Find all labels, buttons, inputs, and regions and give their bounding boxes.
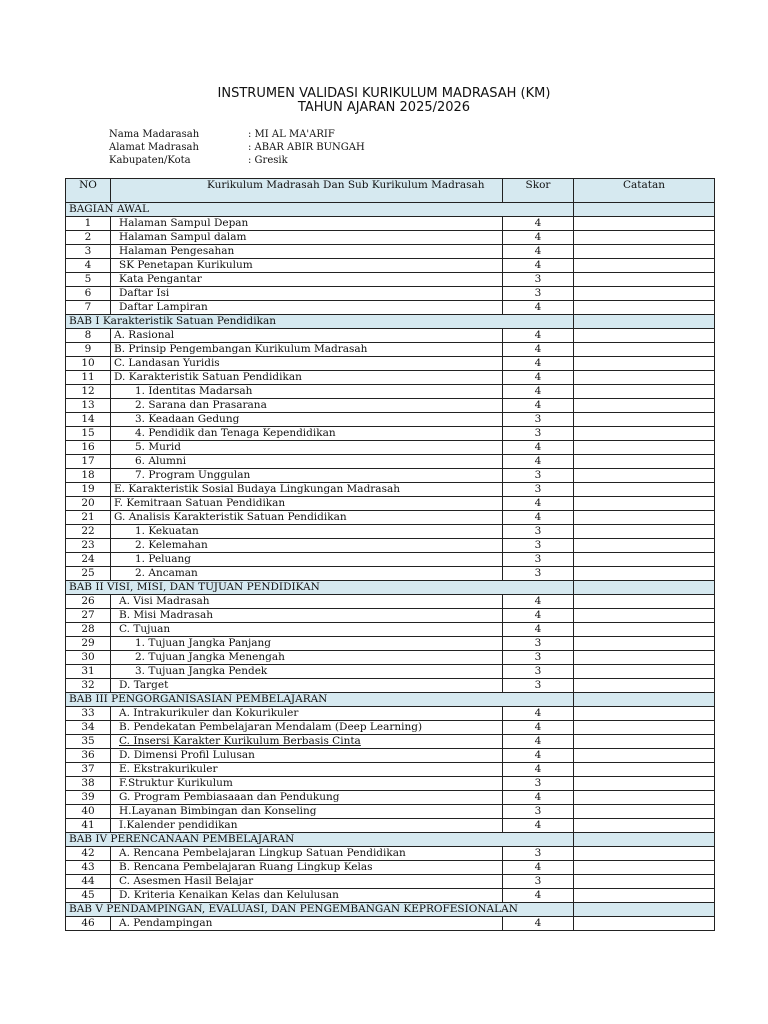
table-row bbox=[66, 455, 715, 469]
table-row bbox=[66, 371, 715, 385]
row-skor: 3 bbox=[503, 413, 574, 427]
table-row bbox=[66, 427, 715, 441]
row-skor: 3 bbox=[503, 805, 574, 819]
row-item: C. Landasan Yuridis bbox=[111, 357, 503, 371]
row-number: 2 bbox=[66, 231, 111, 245]
row-skor: 4 bbox=[503, 231, 574, 245]
table-row bbox=[66, 609, 715, 623]
row-catatan bbox=[574, 231, 715, 245]
row-catatan bbox=[574, 455, 715, 469]
table-row bbox=[66, 889, 715, 903]
row-item: A. Rasional bbox=[111, 329, 503, 343]
row-catatan bbox=[574, 707, 715, 721]
info-value: : MI AL MA'ARIF bbox=[248, 129, 335, 140]
row-number: 15 bbox=[66, 427, 111, 441]
row-catatan bbox=[574, 343, 715, 357]
info-value: : Gresik bbox=[248, 155, 288, 166]
row-item: D. Kriteria Kenaikan Kelas dan Kelulusan bbox=[111, 889, 503, 903]
row-item: 5. Murid bbox=[111, 441, 503, 455]
row-catatan bbox=[574, 427, 715, 441]
row-number: 33 bbox=[66, 707, 111, 721]
row-item: F. Kemitraan Satuan Pendidikan bbox=[111, 497, 503, 511]
row-skor: 3 bbox=[503, 539, 574, 553]
row-skor: 3 bbox=[503, 847, 574, 861]
section-catatan-cell bbox=[574, 203, 715, 217]
row-item: C. Insersi Karakter Kurikulum Berbasis Cinta bbox=[111, 735, 503, 749]
row-skor: 4 bbox=[503, 595, 574, 609]
row-skor: 3 bbox=[503, 567, 574, 581]
row-item: 2. Sarana dan Prasarana bbox=[111, 399, 503, 413]
row-item: 3. Tujuan Jangka Pendek bbox=[111, 665, 503, 679]
row-item: Daftar Isi bbox=[111, 287, 503, 301]
row-skor: 4 bbox=[503, 707, 574, 721]
row-skor: 4 bbox=[503, 455, 574, 469]
row-item: D. Target bbox=[111, 679, 503, 693]
row-number: 35 bbox=[66, 735, 111, 749]
table-row bbox=[66, 861, 715, 875]
row-number: 19 bbox=[66, 483, 111, 497]
row-number: 43 bbox=[66, 861, 111, 875]
table-row bbox=[66, 553, 715, 567]
table-row bbox=[66, 287, 715, 301]
row-item: 3. Keadaan Gedung bbox=[111, 413, 503, 427]
section-row bbox=[66, 693, 715, 707]
row-item: 1. Kekuatan bbox=[111, 525, 503, 539]
table-row bbox=[66, 567, 715, 581]
row-skor: 3 bbox=[503, 287, 574, 301]
row-catatan bbox=[574, 665, 715, 679]
row-skor: 4 bbox=[503, 511, 574, 525]
section-label: BAB V PENDAMPINGAN, EVALUASI, DAN PENGEMBANGAN KEPROFESIONALAN bbox=[66, 903, 574, 917]
row-item: C. Tujuan bbox=[111, 623, 503, 637]
row-skor: 3 bbox=[503, 273, 574, 287]
row-catatan bbox=[574, 483, 715, 497]
row-catatan bbox=[574, 245, 715, 259]
row-item: G. Analisis Karakteristik Satuan Pendidikan bbox=[111, 511, 503, 525]
row-item: F.Struktur Kurikulum bbox=[111, 777, 503, 791]
row-skor: 4 bbox=[503, 819, 574, 833]
row-catatan bbox=[574, 749, 715, 763]
table-row bbox=[66, 245, 715, 259]
row-number: 29 bbox=[66, 637, 111, 651]
row-item: B. Misi Madrasah bbox=[111, 609, 503, 623]
row-number: 37 bbox=[66, 763, 111, 777]
row-item: SK Penetapan Kurikulum bbox=[111, 259, 503, 273]
section-label: BAB III PENGORGANISASIAN PEMBELAJARAN bbox=[66, 693, 574, 707]
row-item: D. Dimensi Profil Lulusan bbox=[111, 749, 503, 763]
table-row bbox=[66, 735, 715, 749]
row-number: 8 bbox=[66, 329, 111, 343]
row-skor: 4 bbox=[503, 623, 574, 637]
row-catatan bbox=[574, 497, 715, 511]
row-number: 32 bbox=[66, 679, 111, 693]
row-skor: 4 bbox=[503, 735, 574, 749]
row-skor: 3 bbox=[503, 553, 574, 567]
table-body bbox=[66, 203, 715, 931]
row-number: 27 bbox=[66, 609, 111, 623]
row-number: 28 bbox=[66, 623, 111, 637]
row-item: 4. Pendidik dan Tenaga Kependidikan bbox=[111, 427, 503, 441]
row-item: 7. Program Unggulan bbox=[111, 469, 503, 483]
row-number: 23 bbox=[66, 539, 111, 553]
row-catatan bbox=[574, 917, 715, 931]
row-item: A. Visi Madrasah bbox=[111, 595, 503, 609]
row-number: 3 bbox=[66, 245, 111, 259]
document-title: INSTRUMEN VALIDASI KURIKULUM MADRASAH (KM) bbox=[217, 86, 551, 101]
table-row bbox=[66, 777, 715, 791]
table-row bbox=[66, 875, 715, 889]
row-number: 38 bbox=[66, 777, 111, 791]
row-catatan bbox=[574, 329, 715, 343]
table-row bbox=[66, 665, 715, 679]
row-skor: 4 bbox=[503, 441, 574, 455]
row-item: A. Rencana Pembelajaran Lingkup Satuan Pendidikan bbox=[111, 847, 503, 861]
table-row bbox=[66, 707, 715, 721]
row-skor: 4 bbox=[503, 217, 574, 231]
table-row bbox=[66, 469, 715, 483]
row-catatan bbox=[574, 399, 715, 413]
section-row bbox=[66, 903, 715, 917]
row-item: 1. Identitas Madarsah bbox=[111, 385, 503, 399]
document-subtitle: TAHUN AJARAN 2025/2026 bbox=[297, 100, 471, 115]
row-number: 26 bbox=[66, 595, 111, 609]
table-row bbox=[66, 357, 715, 371]
row-number: 41 bbox=[66, 819, 111, 833]
table-row bbox=[66, 637, 715, 651]
table-row bbox=[66, 301, 715, 315]
row-skor: 3 bbox=[503, 777, 574, 791]
row-skor: 4 bbox=[503, 301, 574, 315]
table-row bbox=[66, 595, 715, 609]
row-item: 1. Tujuan Jangka Panjang bbox=[111, 637, 503, 651]
row-number: 46 bbox=[66, 917, 111, 931]
row-catatan bbox=[574, 637, 715, 651]
section-row bbox=[66, 315, 715, 329]
table-row bbox=[66, 539, 715, 553]
row-skor: 4 bbox=[503, 791, 574, 805]
row-catatan bbox=[574, 805, 715, 819]
row-skor: 4 bbox=[503, 385, 574, 399]
table-row bbox=[66, 721, 715, 735]
row-number: 4 bbox=[66, 259, 111, 273]
row-number: 18 bbox=[66, 469, 111, 483]
section-row bbox=[66, 203, 715, 217]
section-label: BAGIAN AWAL bbox=[66, 203, 574, 217]
table-row bbox=[66, 749, 715, 763]
table-row bbox=[66, 343, 715, 357]
row-item: Halaman Sampul dalam bbox=[111, 231, 503, 245]
row-item: 2. Ancaman bbox=[111, 567, 503, 581]
row-number: 1 bbox=[66, 217, 111, 231]
table-row bbox=[66, 511, 715, 525]
table-row bbox=[66, 917, 715, 931]
row-number: 30 bbox=[66, 651, 111, 665]
row-item: B. Rencana Pembelajaran Ruang Lingkup Kelas bbox=[111, 861, 503, 875]
row-item: A. Pendampingan bbox=[111, 917, 503, 931]
table-row bbox=[66, 231, 715, 245]
row-item: 6. Alumni bbox=[111, 455, 503, 469]
header-skor: Skor bbox=[503, 179, 574, 203]
row-skor: 4 bbox=[503, 245, 574, 259]
row-skor: 4 bbox=[503, 259, 574, 273]
row-skor: 3 bbox=[503, 483, 574, 497]
row-item: E. Karakteristik Sosial Budaya Lingkungan Madrasah bbox=[111, 483, 503, 497]
table-row bbox=[66, 847, 715, 861]
row-item: 2. Kelemahan bbox=[111, 539, 503, 553]
row-item: B. Pendekatan Pembelajaran Mendalam (Deep Learning) bbox=[111, 721, 503, 735]
row-number: 10 bbox=[66, 357, 111, 371]
row-skor: 4 bbox=[503, 609, 574, 623]
row-number: 16 bbox=[66, 441, 111, 455]
row-catatan bbox=[574, 441, 715, 455]
row-number: 6 bbox=[66, 287, 111, 301]
row-catatan bbox=[574, 511, 715, 525]
info-row-alamat bbox=[109, 142, 509, 155]
row-number: 21 bbox=[66, 511, 111, 525]
row-item: C. Asesmen Hasil Belajar bbox=[111, 875, 503, 889]
row-item: H.Layanan Bimbingan dan Konseling bbox=[111, 805, 503, 819]
row-skor: 3 bbox=[503, 525, 574, 539]
row-catatan bbox=[574, 525, 715, 539]
row-skor: 3 bbox=[503, 875, 574, 889]
row-catatan bbox=[574, 273, 715, 287]
row-catatan bbox=[574, 553, 715, 567]
info-label: Nama Madarasah bbox=[109, 129, 200, 140]
row-catatan bbox=[574, 357, 715, 371]
row-catatan bbox=[574, 875, 715, 889]
row-item: Daftar Lampiran bbox=[111, 301, 503, 315]
row-number: 7 bbox=[66, 301, 111, 315]
row-catatan bbox=[574, 623, 715, 637]
row-catatan bbox=[574, 735, 715, 749]
row-item: G. Program Pembiasaaan dan Pendukung bbox=[111, 791, 503, 805]
row-skor: 4 bbox=[503, 721, 574, 735]
header-catatan: Catatan bbox=[574, 179, 715, 203]
section-row bbox=[66, 581, 715, 595]
row-skor: 4 bbox=[503, 399, 574, 413]
table-row bbox=[66, 763, 715, 777]
info-row-kabupaten bbox=[109, 155, 509, 168]
table-row bbox=[66, 385, 715, 399]
header-no: NO bbox=[66, 179, 111, 203]
table-row bbox=[66, 679, 715, 693]
row-number: 5 bbox=[66, 273, 111, 287]
row-item: Kata Pengantar bbox=[111, 273, 503, 287]
section-catatan-cell bbox=[574, 693, 715, 707]
section-row bbox=[66, 833, 715, 847]
row-item: Halaman Pengesahan bbox=[111, 245, 503, 259]
table-row bbox=[66, 399, 715, 413]
row-catatan bbox=[574, 791, 715, 805]
table-row bbox=[66, 413, 715, 427]
row-number: 13 bbox=[66, 399, 111, 413]
row-skor: 4 bbox=[503, 357, 574, 371]
row-catatan bbox=[574, 259, 715, 273]
table-row bbox=[66, 259, 715, 273]
info-row-nama bbox=[109, 129, 509, 142]
row-catatan bbox=[574, 763, 715, 777]
table-row bbox=[66, 329, 715, 343]
section-catatan-cell bbox=[574, 833, 715, 847]
row-catatan bbox=[574, 819, 715, 833]
row-catatan bbox=[574, 651, 715, 665]
row-item: B. Prinsip Pengembangan Kurikulum Madrasah bbox=[111, 343, 503, 357]
row-number: 14 bbox=[66, 413, 111, 427]
row-skor: 4 bbox=[503, 763, 574, 777]
validation-table bbox=[65, 178, 715, 931]
info-label: Kabupaten/Kota bbox=[109, 155, 191, 166]
row-skor: 3 bbox=[503, 679, 574, 693]
row-catatan bbox=[574, 847, 715, 861]
row-number: 12 bbox=[66, 385, 111, 399]
row-skor: 3 bbox=[503, 651, 574, 665]
table-row bbox=[66, 525, 715, 539]
table-row bbox=[66, 651, 715, 665]
row-catatan bbox=[574, 539, 715, 553]
row-skor: 4 bbox=[503, 917, 574, 931]
section-catatan-cell bbox=[574, 581, 715, 595]
section-label: BAB IV PERENCANAAN PEMBELAJARAN bbox=[66, 833, 574, 847]
row-number: 20 bbox=[66, 497, 111, 511]
table-row bbox=[66, 819, 715, 833]
row-number: 11 bbox=[66, 371, 111, 385]
row-skor: 4 bbox=[503, 861, 574, 875]
row-catatan bbox=[574, 679, 715, 693]
row-skor: 3 bbox=[503, 469, 574, 483]
row-skor: 3 bbox=[503, 427, 574, 441]
row-catatan bbox=[574, 889, 715, 903]
row-number: 31 bbox=[66, 665, 111, 679]
row-number: 9 bbox=[66, 343, 111, 357]
section-catatan-cell bbox=[574, 315, 715, 329]
row-catatan bbox=[574, 721, 715, 735]
row-item: A. Intrakurikuler dan Kokurikuler bbox=[111, 707, 503, 721]
row-number: 22 bbox=[66, 525, 111, 539]
row-catatan bbox=[574, 567, 715, 581]
row-skor: 3 bbox=[503, 665, 574, 679]
table-row bbox=[66, 273, 715, 287]
row-number: 40 bbox=[66, 805, 111, 819]
row-number: 36 bbox=[66, 749, 111, 763]
table-row bbox=[66, 805, 715, 819]
table-row bbox=[66, 483, 715, 497]
row-skor: 4 bbox=[503, 371, 574, 385]
row-skor: 4 bbox=[503, 889, 574, 903]
row-catatan bbox=[574, 861, 715, 875]
row-item: I.Kalender pendidikan bbox=[111, 819, 503, 833]
row-catatan bbox=[574, 413, 715, 427]
row-catatan bbox=[574, 469, 715, 483]
section-label: BAB I Karakteristik Satuan Pendidikan bbox=[66, 315, 574, 329]
row-number: 34 bbox=[66, 721, 111, 735]
row-catatan bbox=[574, 217, 715, 231]
row-skor: 4 bbox=[503, 749, 574, 763]
row-item: E. Ekstrakurikuler bbox=[111, 763, 503, 777]
row-number: 44 bbox=[66, 875, 111, 889]
row-catatan bbox=[574, 385, 715, 399]
row-skor: 4 bbox=[503, 497, 574, 511]
row-number: 42 bbox=[66, 847, 111, 861]
row-item: 2. Tujuan Jangka Menengah bbox=[111, 651, 503, 665]
row-item: Halaman Sampul Depan bbox=[111, 217, 503, 231]
row-item: 1. Peluang bbox=[111, 553, 503, 567]
table-row bbox=[66, 441, 715, 455]
row-number: 45 bbox=[66, 889, 111, 903]
row-number: 25 bbox=[66, 567, 111, 581]
header-item: Kurikulum Madrasah Dan Sub Kurikulum Madrasah bbox=[111, 179, 503, 203]
row-catatan bbox=[574, 301, 715, 315]
section-catatan-cell bbox=[574, 903, 715, 917]
row-catatan bbox=[574, 371, 715, 385]
info-label: Alamat Madrasah bbox=[109, 142, 199, 153]
row-catatan bbox=[574, 777, 715, 791]
table-header-row bbox=[66, 179, 715, 203]
row-number: 24 bbox=[66, 553, 111, 567]
row-catatan bbox=[574, 609, 715, 623]
row-catatan bbox=[574, 287, 715, 301]
table-row bbox=[66, 217, 715, 231]
info-value: : ABAR ABIR BUNGAH bbox=[248, 142, 365, 153]
table-row bbox=[66, 497, 715, 511]
section-label: BAB II VISI, MISI, DAN TUJUAN PENDIDIKAN bbox=[66, 581, 574, 595]
row-number: 39 bbox=[66, 791, 111, 805]
table-row bbox=[66, 791, 715, 805]
row-number: 17 bbox=[66, 455, 111, 469]
row-catatan bbox=[574, 595, 715, 609]
table-row bbox=[66, 623, 715, 637]
row-item: D. Karakteristik Satuan Pendidikan bbox=[111, 371, 503, 385]
row-skor: 3 bbox=[503, 637, 574, 651]
row-skor: 4 bbox=[503, 329, 574, 343]
row-skor: 4 bbox=[503, 343, 574, 357]
